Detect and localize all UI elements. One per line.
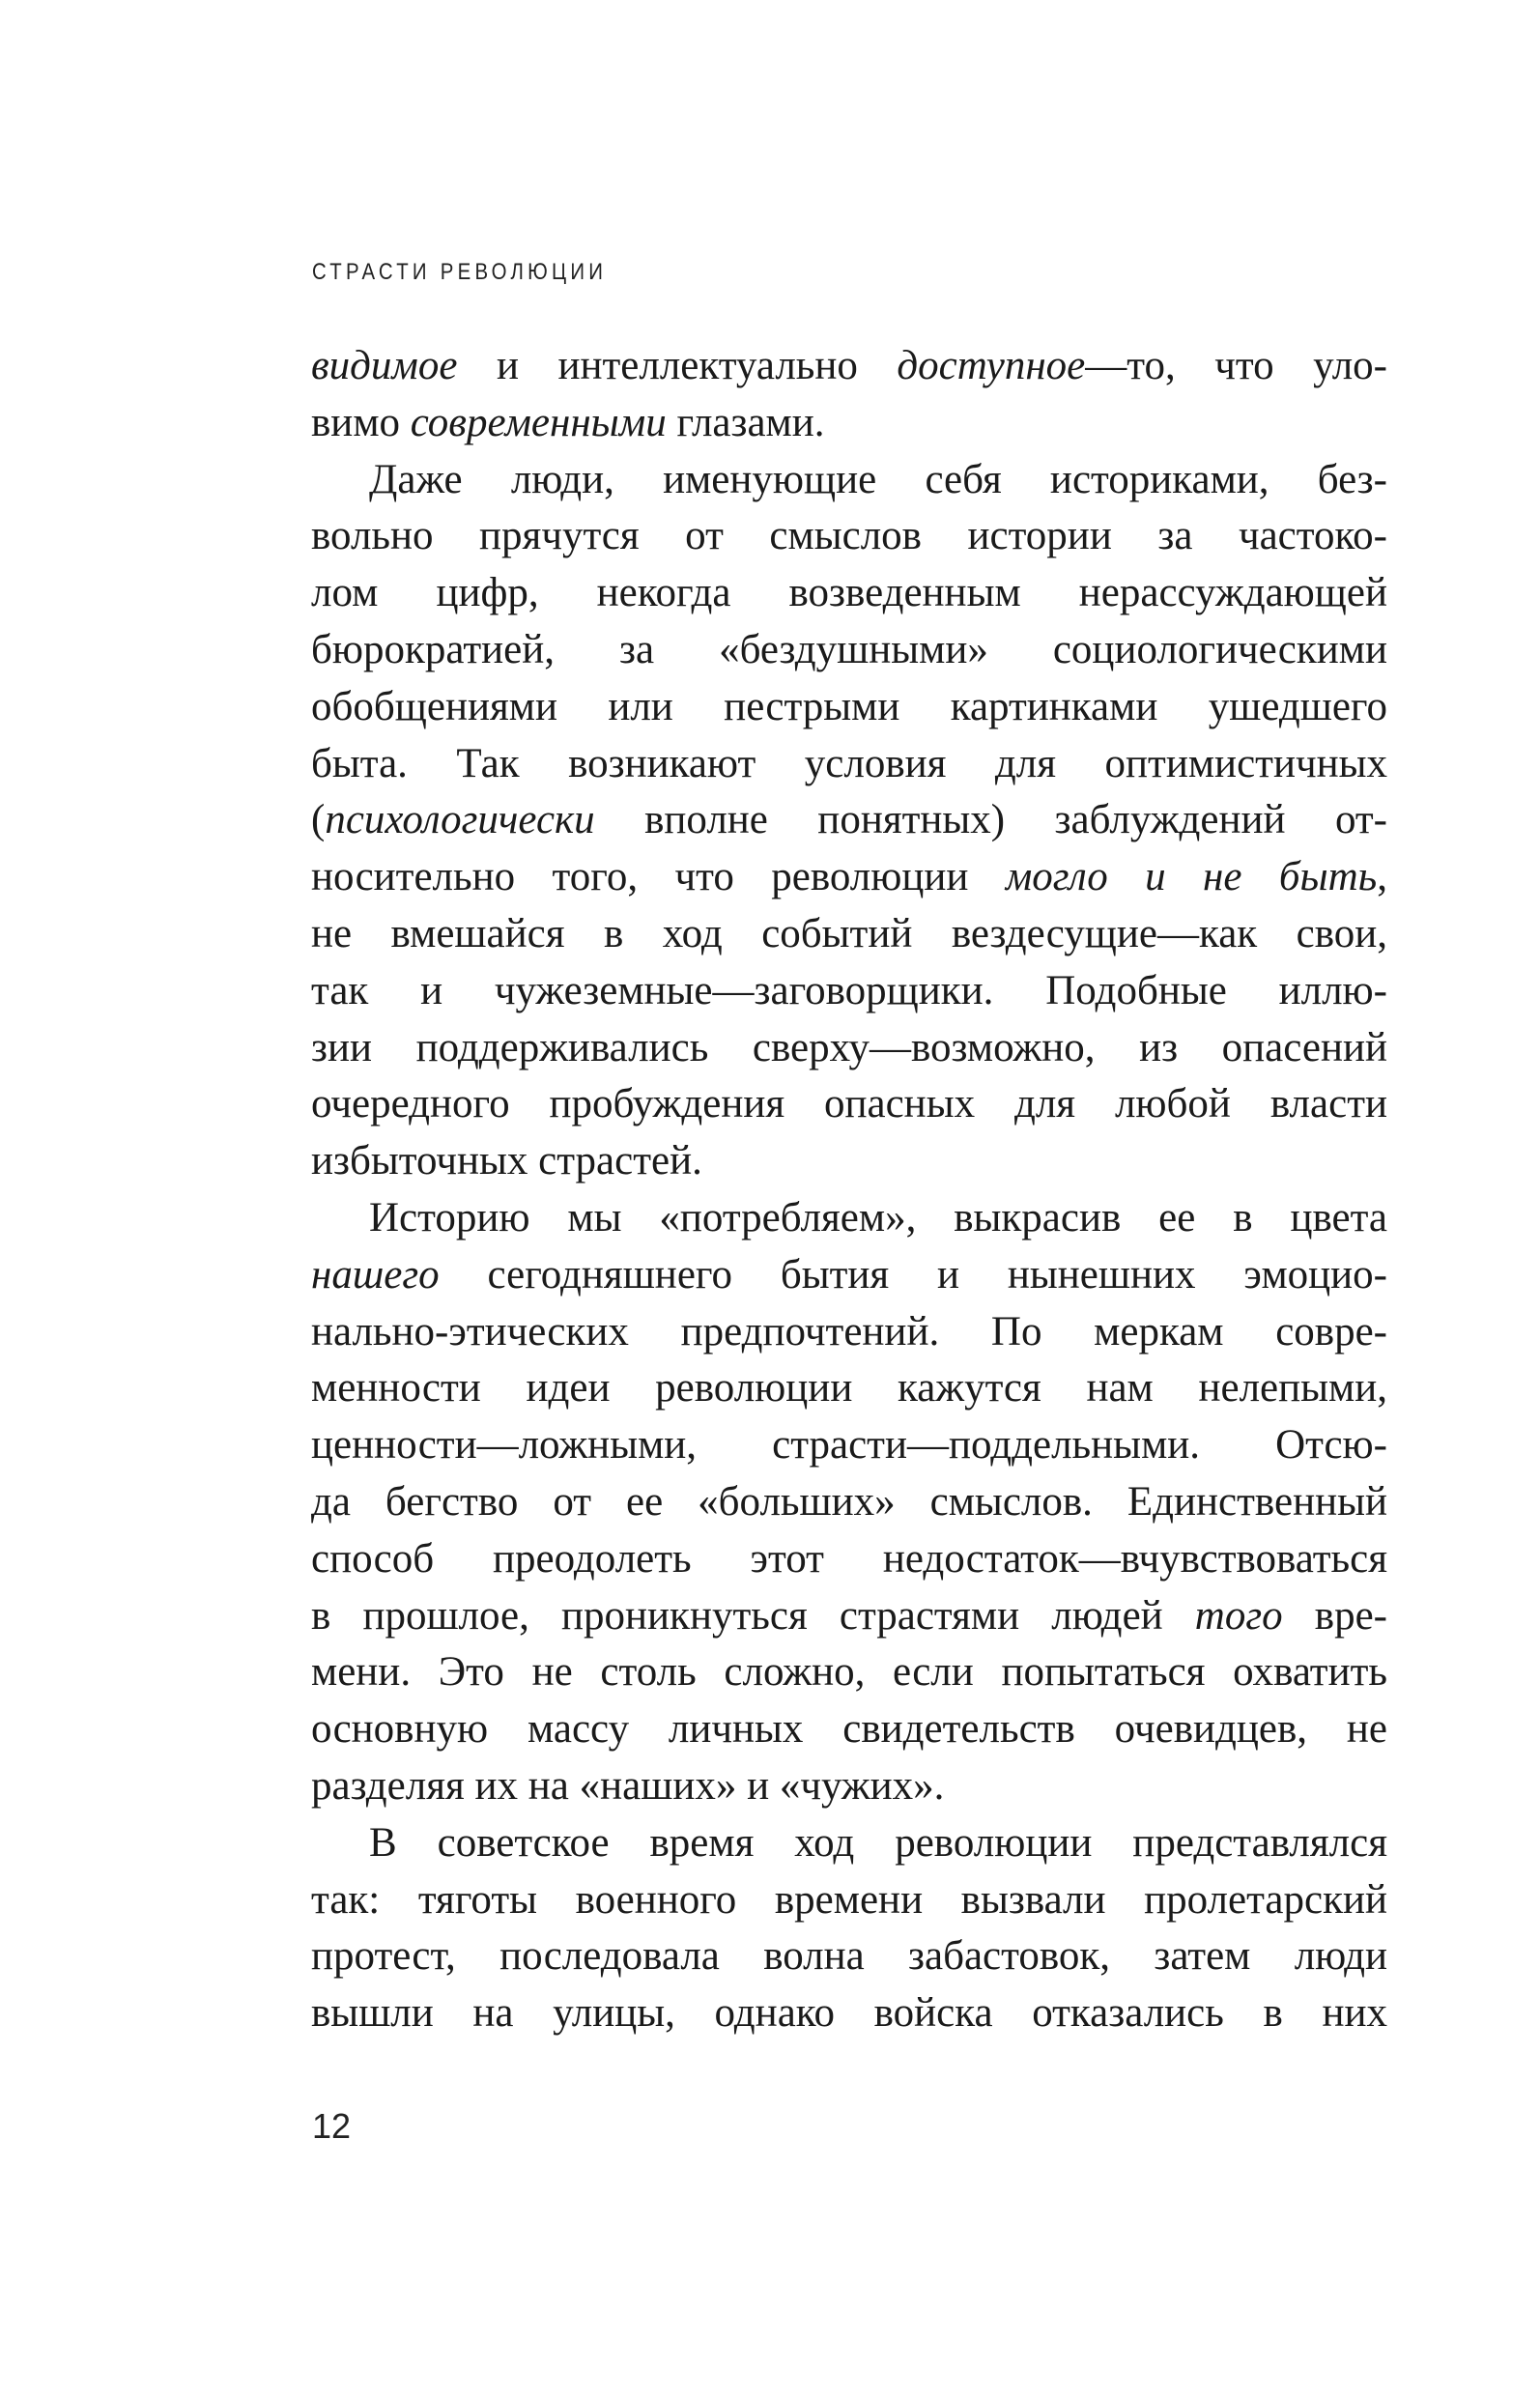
text-segment: основную массу личных свидетельств очевидцев, не xyxy=(311,1706,1387,1753)
page-number: 12 xyxy=(312,2106,352,2146)
text-segment: глазами. xyxy=(666,399,825,445)
text-segment: В советское время ход революции представлялся xyxy=(369,1819,1387,1866)
text-segment: лом цифр, некогда возведенным нерассуждающей xyxy=(311,570,1387,616)
text-segment: да бегство от ее «больших» смыслов. Единственный xyxy=(311,1478,1387,1525)
text-segment: способ преодолеть этот недостаток—вчувствоваться xyxy=(311,1535,1387,1582)
text-line xyxy=(311,1644,1387,1701)
text-line xyxy=(311,565,1387,622)
text-line xyxy=(311,792,1387,849)
text-line xyxy=(311,1928,1387,1985)
text-line xyxy=(311,736,1387,793)
text-line xyxy=(311,963,1387,1020)
text-segment: —то, что уло- xyxy=(1085,343,1387,388)
text-line xyxy=(311,1815,1387,1872)
italic-text: могло и не быть xyxy=(1005,854,1378,900)
text-line xyxy=(311,1531,1387,1588)
text-line xyxy=(311,1417,1387,1474)
text-segment: вполне понятных) заблуждений от- xyxy=(594,797,1387,843)
text-segment: очередного пробуждения опасных для любой власти xyxy=(311,1081,1387,1127)
text-line xyxy=(311,1304,1387,1361)
text-line xyxy=(311,1076,1387,1133)
text-segment: разделяя их на «наших» и «чужих». xyxy=(311,1762,945,1809)
text-line xyxy=(311,1190,1387,1247)
italic-text: нашего xyxy=(311,1251,440,1298)
text-segment: ценности—ложными, страсти—поддельными. Отсю- xyxy=(311,1422,1387,1469)
text-segment: быта. Так возникают условия для оптимистичных xyxy=(311,740,1387,786)
body-text xyxy=(311,338,1387,2042)
text-line xyxy=(311,1247,1387,1304)
text-segment: не вмешайся в ход событий вездесущие—как свои, xyxy=(311,910,1387,956)
text-segment: , xyxy=(1377,854,1387,900)
text-line xyxy=(311,906,1387,963)
text-segment: вольно прячутся от смыслов истории за частоко- xyxy=(311,513,1387,559)
running-head: СТРАСТИ РЕВОЛЮЦИИ xyxy=(312,259,608,285)
text-line xyxy=(311,1701,1387,1758)
text-segment: вышли на улицы, однако войска отказались в них xyxy=(311,1990,1387,2037)
text-segment: вре- xyxy=(1282,1592,1387,1639)
text-segment: в прошлое, проникнуться страстями людей xyxy=(311,1592,1195,1639)
text-line xyxy=(311,452,1387,509)
text-segment: Даже люди, именующие себя историками, без- xyxy=(369,456,1387,502)
text-line xyxy=(311,1588,1387,1645)
text-segment: зии поддерживались сверху—возможно, из опасений xyxy=(311,1024,1387,1070)
text-segment: нально-этических предпочтений. По меркам совре- xyxy=(311,1308,1387,1355)
italic-text: видимое xyxy=(311,343,458,388)
text-line xyxy=(311,395,1387,452)
text-segment: вимо xyxy=(311,399,411,445)
text-line xyxy=(311,508,1387,565)
text-line xyxy=(311,1474,1387,1531)
text-segment: так и чужеземные—заговорщики. Подобные иллю- xyxy=(311,967,1387,1013)
text-line xyxy=(311,1872,1387,1929)
text-line xyxy=(311,679,1387,736)
text-line xyxy=(311,1360,1387,1417)
text-segment: ( xyxy=(311,797,326,843)
text-segment: избыточных страстей. xyxy=(311,1138,702,1184)
italic-text: современными xyxy=(410,399,667,445)
text-line xyxy=(311,849,1387,906)
text-segment: Историю мы «потребляем», выкрасив ее в цвета xyxy=(369,1194,1387,1241)
text-line xyxy=(311,1985,1387,2042)
text-segment: сегодняшнего бытия и нынешних эмоцио- xyxy=(439,1251,1387,1298)
text-segment: и интеллектуально xyxy=(457,343,898,388)
text-line xyxy=(311,1758,1387,1815)
text-segment: протест, последовала волна забастовок, затем люди xyxy=(311,1933,1387,1980)
italic-text: того xyxy=(1194,1592,1283,1639)
italic-text: психологически xyxy=(325,797,595,843)
text-line xyxy=(311,622,1387,679)
text-segment: мени. Это не столь сложно, если попытаться охватить xyxy=(311,1649,1387,1696)
text-line xyxy=(311,1133,1387,1190)
italic-text: доступное xyxy=(897,343,1086,388)
text-segment: бюрократией, за «бездушными» социологическими xyxy=(311,626,1387,672)
text-line xyxy=(311,338,1387,395)
text-segment: обобщениями или пестрыми картинками ушедшего xyxy=(311,683,1387,729)
text-line xyxy=(311,1020,1387,1077)
text-segment: так: тяготы военного времени вызвали пролетарский xyxy=(311,1876,1387,1923)
text-segment: носительно того, что революции xyxy=(311,854,1006,900)
text-segment: менности идеи революции кажутся нам нелепыми, xyxy=(311,1365,1387,1412)
